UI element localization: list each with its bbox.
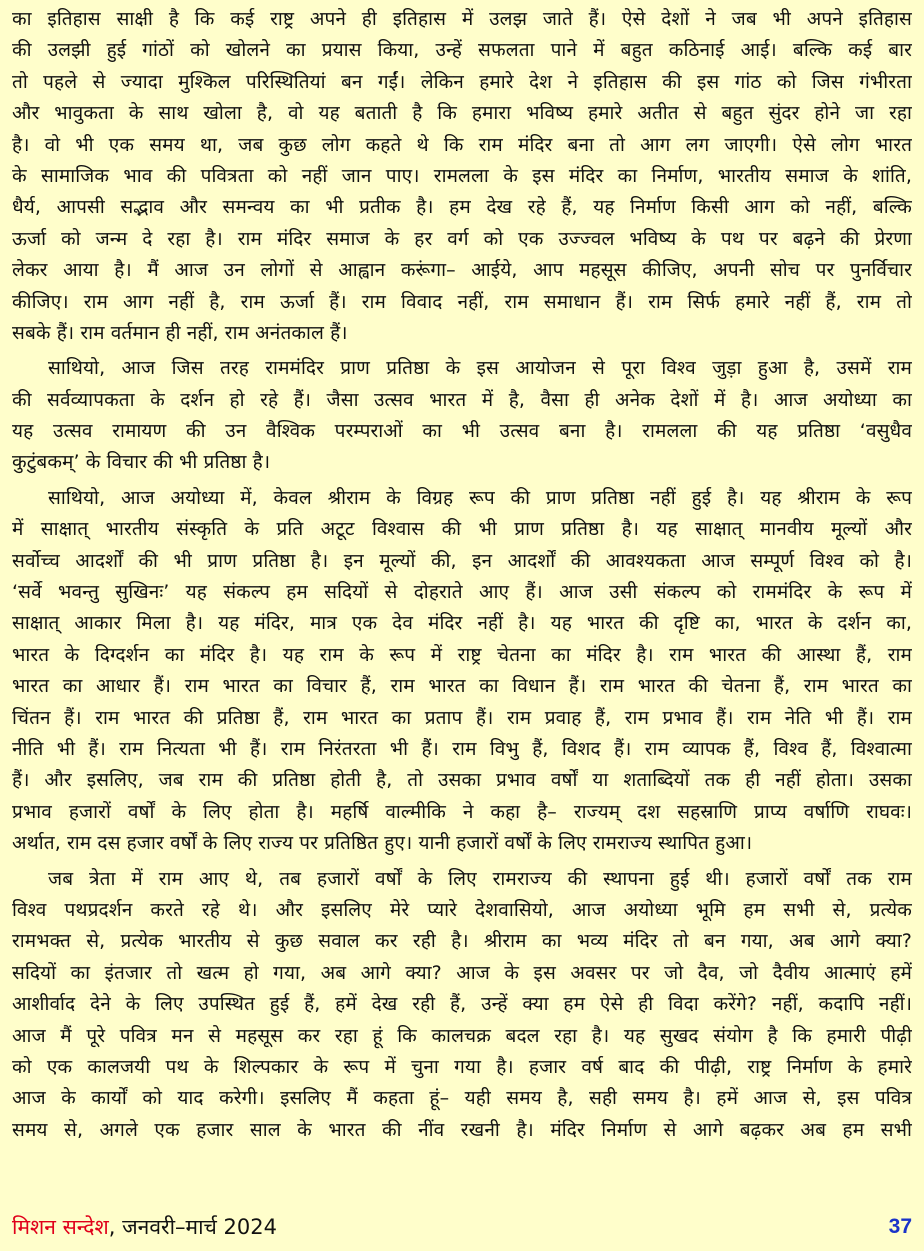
text-line: ऊर्जा को जन्म दे रहा है। राम मंदिर समाज के हर वर्ग को एक उज्ज्वल भविष्य के पथ पर बढ़ने की प्रेरणा (12, 227, 912, 250)
text-line: अर्थात, राम दस हजार वर्षों के लिए राज्य पर प्रतिष्ठित हुए। यानी हजारों वर्षों के लिए रामराज्य स्थापित हुआ। (12, 832, 753, 855)
paragraph-1 (12, 4, 912, 349)
text-line: भारत के दिग्दर्शन का मंदिर है। यह राम के रूप में राष्ट्र चेतना का मंदिर है। राम भारत की आस्था हैं, राम (12, 643, 912, 666)
text-line: कीजिए। राम आग नहीं है, राम ऊर्जा हैं। राम विवाद नहीं, राम समाधान हैं। राम सिर्फ हमारे नहीं हैं, राम तो (12, 290, 912, 313)
text-line: की उलझी हुई गांठों को खोलने का प्रयास किया, उन्हें सफलता पाने में बहुत कठिनाई आई। बल्कि कई बार (12, 39, 912, 62)
text-line: साथियो, आज अयोध्या में, केवल श्रीराम के विग्रह रूप की प्राण प्रतिष्ठा नहीं हुई है। यह श्रीराम के रूप (48, 486, 912, 509)
text-line: विश्व पथप्रदर्शन करते रहे थे। और इसलिए मेरे प्यारे देशवासियो, आज अयोध्या भूमि हम सभी से, प्रत्येक (12, 898, 912, 921)
text-line: चिंतन हैं। राम भारत की प्रतिष्ठा हैं, राम भारत का प्रताप हैं। राम प्रवाह हैं, राम प्रभाव हैं। राम नेति भी हैं। राम (12, 706, 912, 729)
text-line: को एक कालजयी पथ के शिल्पकार के रूप में चुना गया है। हजार वर्ष बाद की पीढ़ी, राष्ट्र निर्माण के हमारे (12, 1055, 912, 1078)
text-line: आशीर्वाद देने के लिए उपस्थित हुई हैं, हमें देख रही हैं, उन्हें क्या हम ऐसे ही विदा करेंगे? नहीं, कदापि नहीं। (12, 993, 912, 1016)
text-line: समय से, अगले एक हजार साल के भारत की नींव रखनी है। मंदिर निर्माण से आगे बढ़कर अब हम सभी (12, 1118, 912, 1141)
text-line: आज मैं पूरे पवित्र मन से महसूस कर रहा हूं कि कालचक्र बदल रहा है। यह सुखद संयोग है कि हमारी पीढ़ी (12, 1024, 912, 1047)
text-line: साक्षात् आकार मिला है। यह मंदिर, मात्र एक देव मंदिर नहीं है। यह भारत की दृष्टि का, भारत के दर्शन का, (12, 612, 912, 635)
issue-date: , जनवरी–मार्च 2024 (108, 1215, 277, 1239)
text-line: का इतिहास साक्षी है कि कई राष्ट्र अपने ही इतिहास में उलझ जाते हैं। ऐसे देशों ने जब भी अपने इतिहास (12, 8, 912, 30)
text-line: रामभक्त से, प्रत्येक भारतीय से कुछ सवाल कर रही है। श्रीराम का भव्य मंदिर तो बन गया, अब आगे क्या? (12, 930, 912, 953)
text-line: ‘सर्वे भवन्तु सुखिनः’ यह संकल्प हम सदियों से दोहराते आए हैं। आज उसी संकल्प को राममंदिर के रूप में (12, 581, 912, 604)
text-line: की सर्वव्यापकता के दर्शन हो रहे हैं। जैसा उत्सव भारत में है, वैसा ही अनेक देशों में है। आज अयोध्या का (12, 388, 912, 411)
text-line: आज के कार्यों को याद करेगी। इसलिए मैं कहता हूं– यही समय है, सही समय है। हमें आज से, इस पवित्र (12, 1087, 912, 1110)
text-line: सर्वोच्च आदर्शों की भी प्राण प्रतिष्ठा है। इन मूल्यों की, इन आदर्शों की आवश्यकता आज सम्पूर्ण विश्व को है। (12, 549, 912, 572)
text-line: के सामाजिक भाव की पवित्रता को नहीं जान पाए। रामलला के इस मंदिर का निर्माण, भारतीय समाज के शांति, (12, 164, 912, 187)
text-line: साथियो, आज जिस तरह राममंदिर प्राण प्रतिष्ठा के इस आयोजन से पूरा विश्व जुड़ा हुआ है, उसमें राम (48, 357, 912, 380)
magazine-name: मिशन सन्देश (12, 1215, 109, 1239)
text-line: सबके हैं। राम वर्तमान ही नहीं, राम अनंतकाल हैं। (12, 321, 348, 344)
page-number: 37 (888, 1215, 912, 1238)
text-line: कुटुंबकम्’ के विचार की भी प्रतिष्ठा है। (12, 451, 271, 474)
text-line: धैर्य, आपसी सद्भाव और समन्वय का भी प्रतीक है। हम देख रहे हैं, यह निर्माण किसी आग को नहीं, बल्कि (12, 196, 912, 219)
paragraph-4 (12, 864, 912, 1147)
paragraph-3 (12, 483, 912, 860)
text-line: और भावुकता के साथ खोला है, वो यह बताती है कि हमारा भविष्य हमारे अतीत से बहुत सुंदर होने जा रहा (12, 102, 912, 125)
text-line: में साक्षात् भारतीय संस्कृति के प्रति अटूट विश्वास की भी प्राण प्रतिष्ठा है। यह साक्षात् मानवीय मूल्यों और (12, 518, 912, 541)
text-line: लेकर आया है। मैं आज उन लोगों से आह्वान करूंगा– आईये, आप महसूस कीजिए, अपनी सोच पर पुनर्विचार (12, 259, 912, 282)
text-line: सदियों का इंतजार तो खत्म हो गया, अब आगे क्या? आज के इस अवसर पर जो दैव, जो दैवीय आत्माएं हमें (12, 961, 912, 984)
text-line: हैं। और इसलिए, जब राम की प्रतिष्ठा होती है, तो उसका प्रभाव वर्षों या शताब्दियों तक ही नहीं होता। उसका (12, 769, 912, 792)
text-line: नीति भी हैं। राम नित्यता भी हैं। राम निरंतरता भी हैं। राम विभु हैं, विशद हैं। राम व्यापक हैं, विश्व हैं, विश्वात्मा (12, 737, 912, 760)
article-body (12, 4, 912, 1146)
text-line: प्रभाव हजारों वर्षों के लिए होता है। महर्षि वाल्मीकि ने कहा है– राज्यम् दश सहस्राणि प्राप्य वर्षाणि राघवः। (12, 800, 912, 823)
text-line: है। वो भी एक समय था, जब कुछ लोग कहते थे कि राम मंदिर बना तो आग लग जाएगी। ऐसे लोग भारत (12, 133, 912, 156)
text-line: जब त्रेता में राम आए थे, तब हजारों वर्षों के लिए रामराज्य की स्थापना हुई थी। हजारों वर्षों तक राम (48, 867, 912, 890)
paragraph-2 (12, 353, 912, 479)
page-footer (12, 1210, 912, 1244)
text-line: भारत का आधार हैं। राम भारत का विचार हैं, राम भारत का विधान हैं। राम भारत की चेतना हैं, राम भारत का (12, 675, 912, 698)
text-line: तो पहले से ज्यादा मुश्किल परिस्थितियां बन गईं। लेकिन हमारे देश ने इतिहास की इस गांठ को जिस गंभीरता (12, 70, 912, 93)
text-line: यह उत्सव रामायण की उन वैश्विक परम्पराओं का भी उत्सव बना है। रामलला की यह प्रतिष्ठा ‘वसुधैव (12, 420, 912, 443)
